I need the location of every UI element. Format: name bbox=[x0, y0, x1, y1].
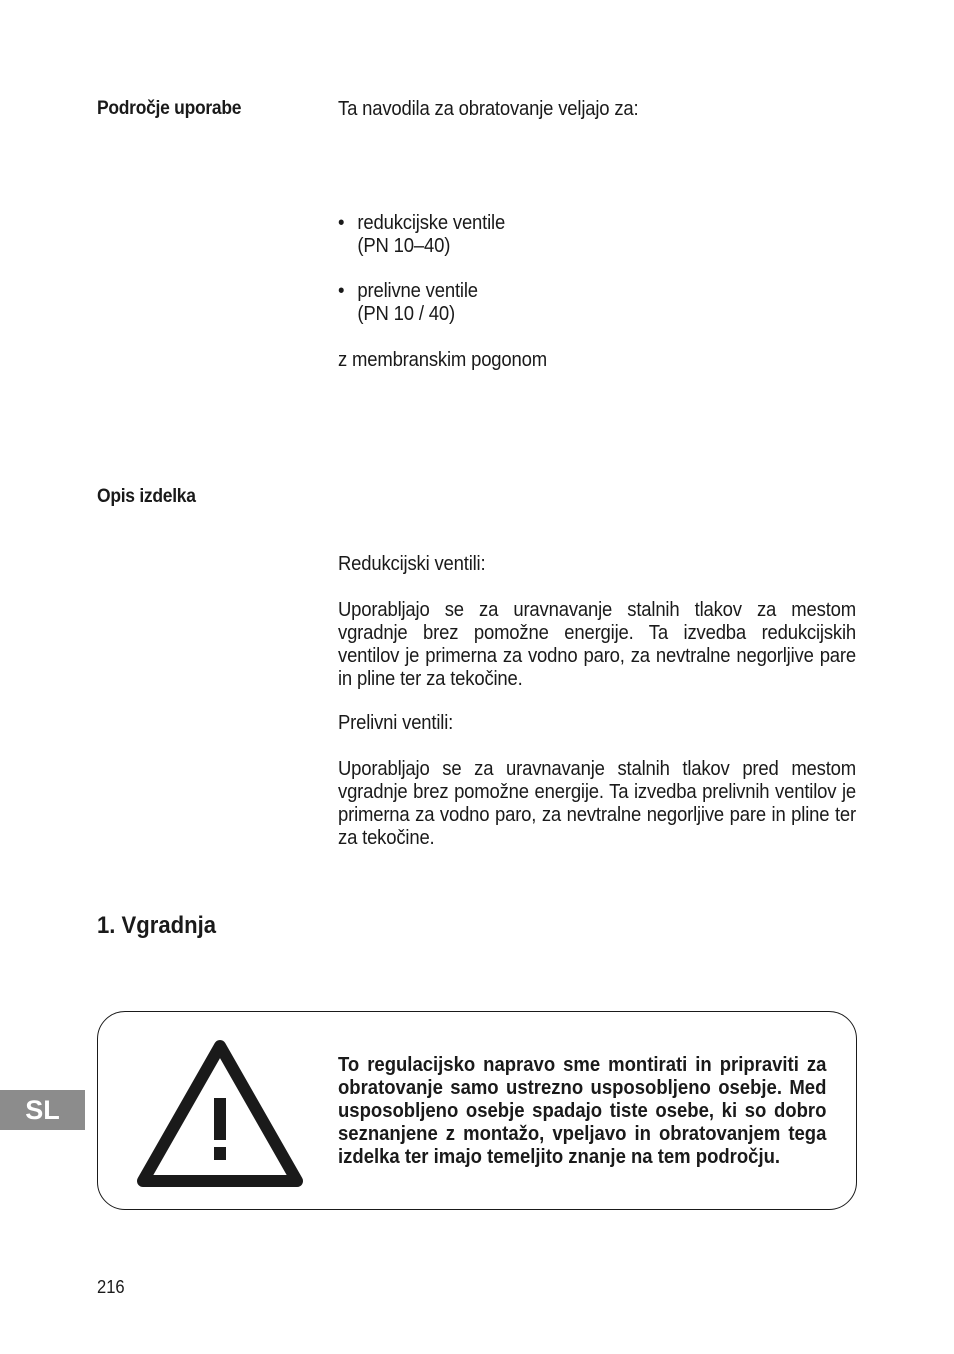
scope-outro: z membranskim pogonom bbox=[338, 349, 547, 371]
overflow-paragraph: Uporabljajo se za uravnavanje stalnih tlakov pred mestom vgradnje brez pomožne energije. Ta izvedba prelivnih ventilov je primerna za vodno paro, za nevtralne negorljive pare in pline ter za tekočine. bbox=[338, 758, 856, 849]
bullet-line: redukcijske ventile bbox=[357, 212, 506, 234]
list-item bbox=[338, 212, 856, 258]
bullet-line: (PN 10–40) bbox=[357, 235, 451, 257]
description-heading: Opis izdelka bbox=[97, 486, 196, 507]
warning-text: To regulacijsko napravo sme montirati in pripraviti za obratovanje samo ustrezno usposobljeno osebje. Med usposobljeno osebje spadajo tiste osebe, ki so dobro seznanjene z montažo, vpeljavo in obratovanjem tega izdelka ter imajo temeljito znanje na tem področju. bbox=[338, 1054, 827, 1168]
reducing-paragraph: Uporabljajo se za uravnavanje stalnih tlakov za mestom vgradnje brez pomožne energije. Ta izvedba redukcijskih ventilov je primerna za vodno paro, za nevtralne negorljive pare in pline ter za tekočine. bbox=[338, 599, 856, 690]
bullet-line: prelivne ventile bbox=[357, 280, 478, 302]
bullet-icon: • bbox=[338, 212, 345, 234]
scope-heading: Področje uporabe bbox=[97, 98, 242, 119]
bullet-line: (PN 10 / 40) bbox=[357, 303, 455, 325]
overflow-title: Prelivni ventili: bbox=[338, 712, 454, 734]
warning-triangle-icon bbox=[134, 1036, 306, 1188]
scope-intro: Ta navodila za obratovanje veljajo za: bbox=[338, 98, 639, 120]
bullet-list bbox=[338, 212, 856, 258]
bullet-icon: • bbox=[338, 280, 345, 302]
language-tab: SL bbox=[0, 1090, 85, 1130]
page-number: 216 bbox=[97, 1277, 125, 1297]
bullet-list bbox=[338, 280, 856, 326]
reducing-title: Redukcijski ventili: bbox=[338, 553, 486, 575]
section-title: 1. Vgradnja bbox=[97, 912, 217, 939]
list-item bbox=[338, 280, 856, 326]
